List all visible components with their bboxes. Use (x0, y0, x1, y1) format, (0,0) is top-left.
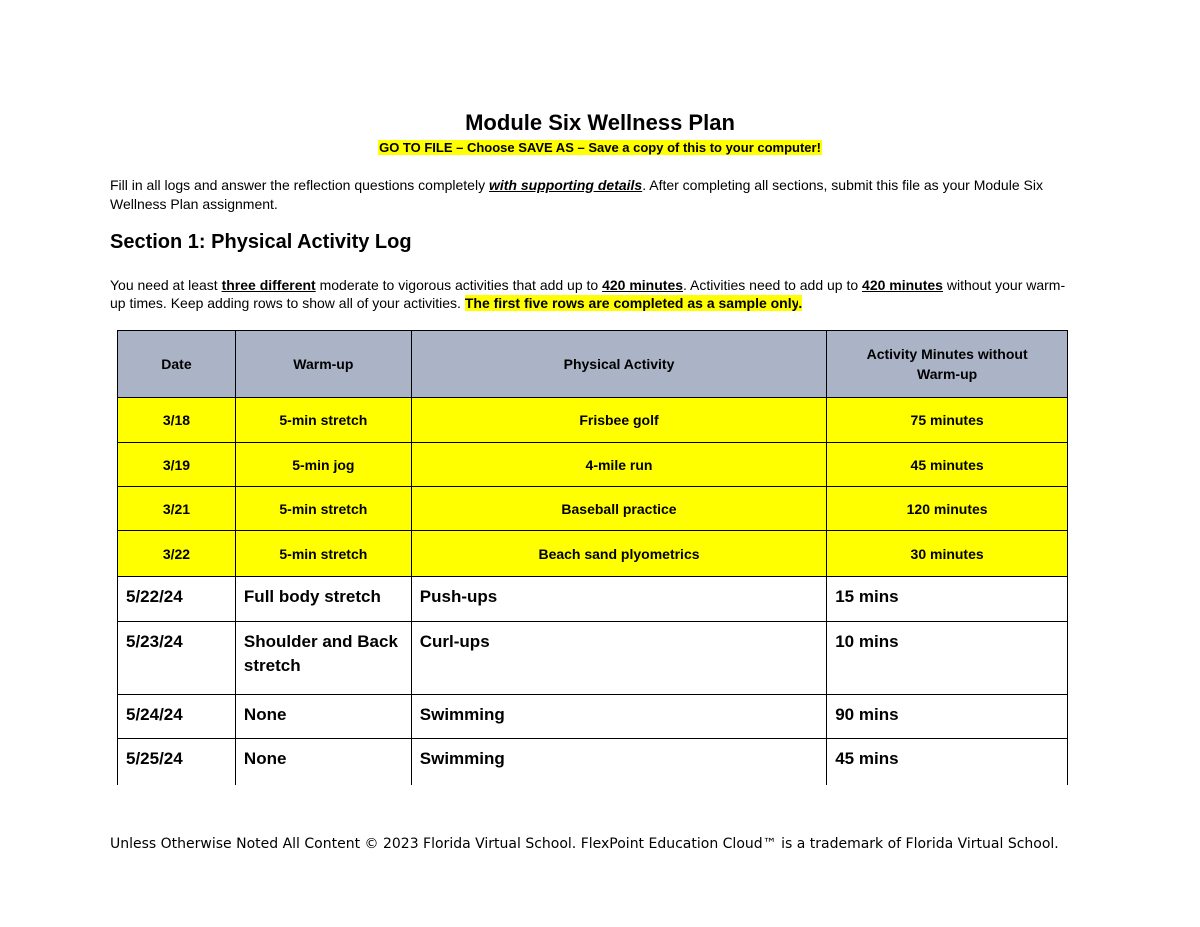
cell-warmup[interactable]: 5-min stretch (235, 487, 411, 531)
instr-bold-2: 420 minutes (602, 277, 684, 293)
cell-date[interactable]: 5/24/24 (118, 695, 236, 739)
cell-activity[interactable]: Swimming (411, 739, 826, 785)
cell-minutes[interactable]: 90 mins (827, 695, 1068, 739)
cell-warmup[interactable]: None (235, 739, 411, 785)
cell-minutes[interactable]: 10 mins (827, 622, 1068, 695)
cell-activity[interactable]: Curl-ups (411, 622, 826, 695)
cell-date[interactable]: 3/21 (118, 487, 236, 531)
cell-date[interactable]: 5/23/24 (118, 622, 236, 695)
save-instruction: GO TO FILE – Choose SAVE AS – Save a copy of this to your computer! (379, 140, 821, 155)
cell-warmup[interactable]: 5-min jog (235, 443, 411, 487)
intro-text-1: Fill in all logs and answer the reflection questions completely (110, 177, 489, 193)
subtitle-container (0, 139, 1200, 157)
sample-row (118, 531, 1068, 577)
header-minutes: Activity Minutes without Warm-up (827, 331, 1068, 398)
instructions-paragraph (110, 276, 1080, 312)
intro-emphasis: with supporting details (488, 177, 643, 193)
copyright-footer: Unless Otherwise Noted All Content © 2023 Florida Virtual School. FlexPoint Education Cloud™ is a trademark of Florida Virtual School. (110, 836, 1059, 852)
header-warmup: Warm-up (235, 331, 411, 398)
intro-text-2: . After completing all sections, submit this file as your Module Six Wellness Plan assignment. (110, 177, 1043, 212)
sample-row (118, 398, 1068, 443)
entry-row (118, 739, 1068, 785)
cell-minutes[interactable]: 120 minutes (827, 487, 1068, 531)
instr-text-3: . Activities need to add up to (683, 277, 863, 293)
sample-row (118, 487, 1068, 531)
activity-log-table (117, 330, 1068, 785)
cell-activity[interactable]: Swimming (411, 695, 826, 739)
cell-minutes[interactable]: 30 minutes (827, 531, 1068, 577)
instr-bold-1: three different (221, 277, 316, 293)
cell-warmup[interactable]: Full body stretch (235, 577, 411, 622)
entry-row (118, 622, 1068, 695)
instr-bold-3: 420 minutes (862, 277, 943, 293)
cell-activity[interactable]: Push-ups (411, 577, 826, 622)
instr-text-2: moderate to vigorous activities that add up to (315, 277, 603, 293)
cell-warmup[interactable]: Shoulder and Back stretch (235, 622, 411, 695)
cell-warmup[interactable]: 5-min stretch (235, 531, 411, 577)
cell-date[interactable]: 3/22 (118, 531, 236, 577)
sample-row (118, 443, 1068, 487)
header-date: Date (118, 331, 236, 398)
cell-date[interactable]: 3/18 (118, 398, 236, 443)
cell-warmup[interactable]: 5-min stretch (235, 398, 411, 443)
header-activity: Physical Activity (411, 331, 826, 398)
cell-activity[interactable]: 4-mile run (411, 443, 826, 487)
cell-warmup[interactable]: None (235, 695, 411, 739)
sample-note: The first five rows are completed as a sample only (464, 295, 799, 311)
cell-minutes[interactable]: 75 minutes (827, 398, 1068, 443)
sample-note-end: . (798, 295, 803, 311)
cell-minutes[interactable]: 45 minutes (827, 443, 1068, 487)
cell-date[interactable]: 5/25/24 (118, 739, 236, 785)
cell-minutes[interactable]: 45 mins (827, 739, 1068, 785)
cell-date[interactable]: 5/22/24 (118, 577, 236, 622)
intro-paragraph (110, 176, 1070, 214)
section-heading: Section 1: Physical Activity Log (110, 231, 412, 253)
entry-row (118, 695, 1068, 739)
instr-text-4: without your warm-up times. Keep adding rows to show all of your activities. (110, 277, 1066, 311)
document-title: Module Six Wellness Plan (465, 110, 735, 135)
entry-row (118, 577, 1068, 622)
cell-activity[interactable]: Beach sand plyometrics (411, 531, 826, 577)
instr-text-1: You need at least (110, 277, 222, 293)
table-header-row (118, 331, 1068, 398)
cell-activity[interactable]: Baseball practice (411, 487, 826, 531)
cell-date[interactable]: 3/19 (118, 443, 236, 487)
cell-activity[interactable]: Frisbee golf (411, 398, 826, 443)
cell-minutes[interactable]: 15 mins (827, 577, 1068, 622)
